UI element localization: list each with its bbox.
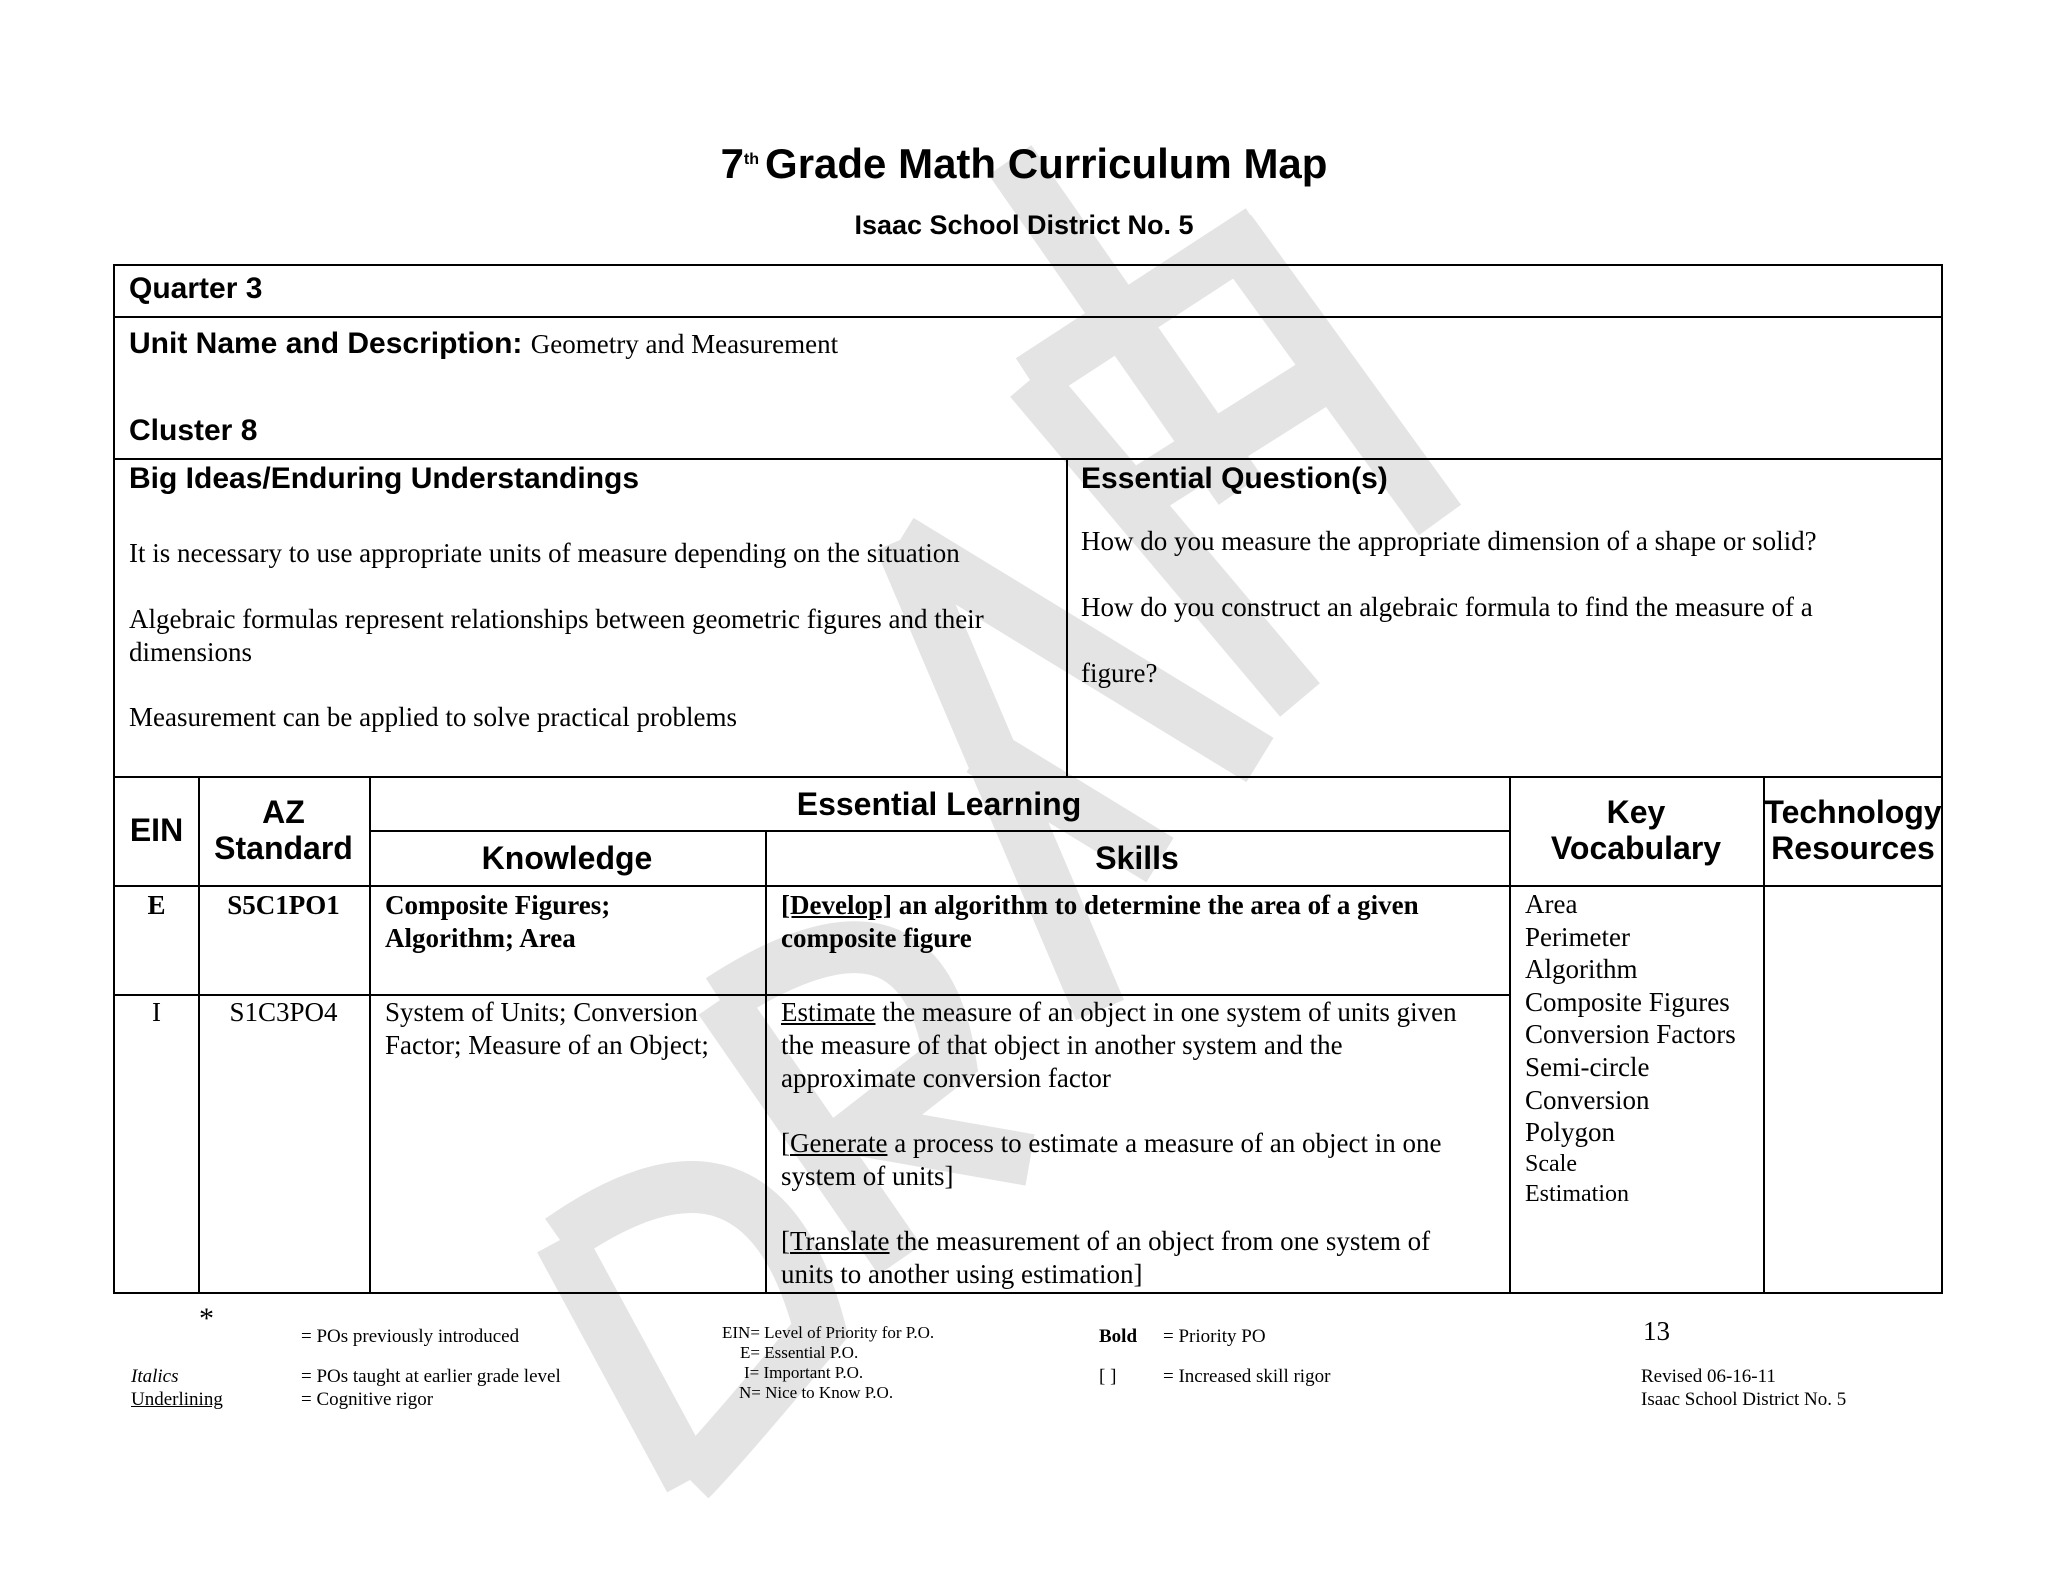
legend-bracket: [ ] bbox=[1099, 1366, 1117, 1387]
legend-italics: Italics bbox=[131, 1366, 179, 1387]
vocab-item: Conversion bbox=[1525, 1084, 1650, 1115]
col-header-ein: EIN bbox=[129, 812, 184, 848]
essential-questions-heading: Essential Question(s) bbox=[1081, 462, 1388, 495]
row-knowledge: System of Units; Conversion Factor; Measure of an Object; bbox=[385, 997, 709, 1060]
row-ein: I bbox=[152, 997, 161, 1027]
row-ein: E bbox=[147, 890, 166, 920]
key-vocabulary-list bbox=[1525, 888, 1760, 1209]
row-standard: S1C3PO4 bbox=[229, 997, 338, 1027]
row-knowledge: Composite Figures; Algorithm; Area bbox=[385, 890, 611, 953]
district-subtitle: Isaac School District No. 5 bbox=[854, 210, 1194, 240]
unit-name-label: Unit Name and Description: bbox=[129, 327, 523, 360]
big-idea-3: Measurement can be applied to solve practical problems bbox=[129, 702, 738, 732]
big-ideas-heading: Big Ideas/Enduring Understandings bbox=[129, 462, 640, 495]
legend-star-desc: = POs previously introduced bbox=[301, 1326, 520, 1347]
vocab-item: Perimeter bbox=[1525, 921, 1630, 952]
legend-underlining: Underlining bbox=[131, 1389, 223, 1410]
row-skills: Estimate the measure of an object in one system of units given the measure of that object in another system and the approximate conversion factor [Generate a process to estimate a measure of an object in one system of units] [Translate the measurement of an object from one system of units to another using estimation] bbox=[781, 997, 1457, 1289]
row-standard: S5C1PO1 bbox=[227, 890, 340, 920]
big-idea-1: It is necessary to use appropriate units of measure depending on the situation bbox=[129, 538, 960, 568]
legend-bracket-desc: = Increased skill rigor bbox=[1163, 1366, 1331, 1387]
row-skills: [Develop] an algorithm to determine the area of a given composite figure bbox=[781, 890, 1419, 953]
big-idea-2: Algebraic formulas represent relationships between geometric figures and their dimensions bbox=[129, 604, 984, 667]
vocab-item: Scale bbox=[1525, 1150, 1577, 1177]
col-header-technology-resources: Technology Resources bbox=[1764, 794, 1942, 866]
essential-question-3: figure? bbox=[1081, 658, 1158, 688]
vocab-item: Area bbox=[1525, 889, 1578, 919]
col-header-skills: Skills bbox=[1095, 840, 1179, 876]
essential-question-2: How do you construct an algebraic formula to find the measure of a bbox=[1081, 592, 1813, 622]
quarter-label: Quarter 3 bbox=[129, 272, 263, 305]
essential-question-1: How do you measure the appropriate dimension of a shape or solid? bbox=[1081, 526, 1817, 556]
vocab-item: Polygon bbox=[1525, 1117, 1616, 1148]
unit-name-row bbox=[129, 327, 838, 361]
legend-italics-desc: = POs taught at earlier grade level bbox=[301, 1366, 561, 1387]
footer-district: Isaac School District No. 5 bbox=[1641, 1389, 1847, 1410]
vocab-item: Estimation bbox=[1525, 1180, 1629, 1207]
legend-bold: Bold bbox=[1099, 1326, 1138, 1347]
revised-date: Revised 06-16-11 bbox=[1641, 1366, 1776, 1387]
cluster-label: Cluster 8 bbox=[129, 414, 258, 447]
legend-bold-desc: = Priority PO bbox=[1163, 1326, 1266, 1347]
legend-star: * bbox=[199, 1302, 214, 1335]
table-row bbox=[113, 887, 1509, 994]
col-header-key-vocabulary: Key Vocabulary bbox=[1550, 794, 1722, 866]
vocab-item: Conversion Factors bbox=[1525, 1019, 1736, 1050]
col-header-essential-learning: Essential Learning bbox=[796, 786, 1082, 822]
table-row bbox=[113, 996, 1509, 1292]
page-title: 7th Grade Math Curriculum Map bbox=[720, 140, 1328, 187]
vocab-item: Semi-circle bbox=[1525, 1051, 1650, 1082]
vocab-item: Algorithm bbox=[1525, 954, 1638, 985]
page-number: 13 bbox=[1643, 1316, 1670, 1346]
legend-underlining-desc: = Cognitive rigor bbox=[301, 1389, 434, 1410]
col-header-knowledge: Knowledge bbox=[481, 840, 653, 876]
legend-ein: EIN= Level of Priority for P.O. E= Essential P.O. I= Important P.O. N= Nice to Know P.O. bbox=[722, 1323, 935, 1402]
col-header-az-standard: AZ Standard bbox=[214, 794, 353, 866]
unit-name-value: Geometry and Measurement bbox=[530, 329, 839, 359]
vocab-item: Composite Figures bbox=[1525, 986, 1730, 1017]
